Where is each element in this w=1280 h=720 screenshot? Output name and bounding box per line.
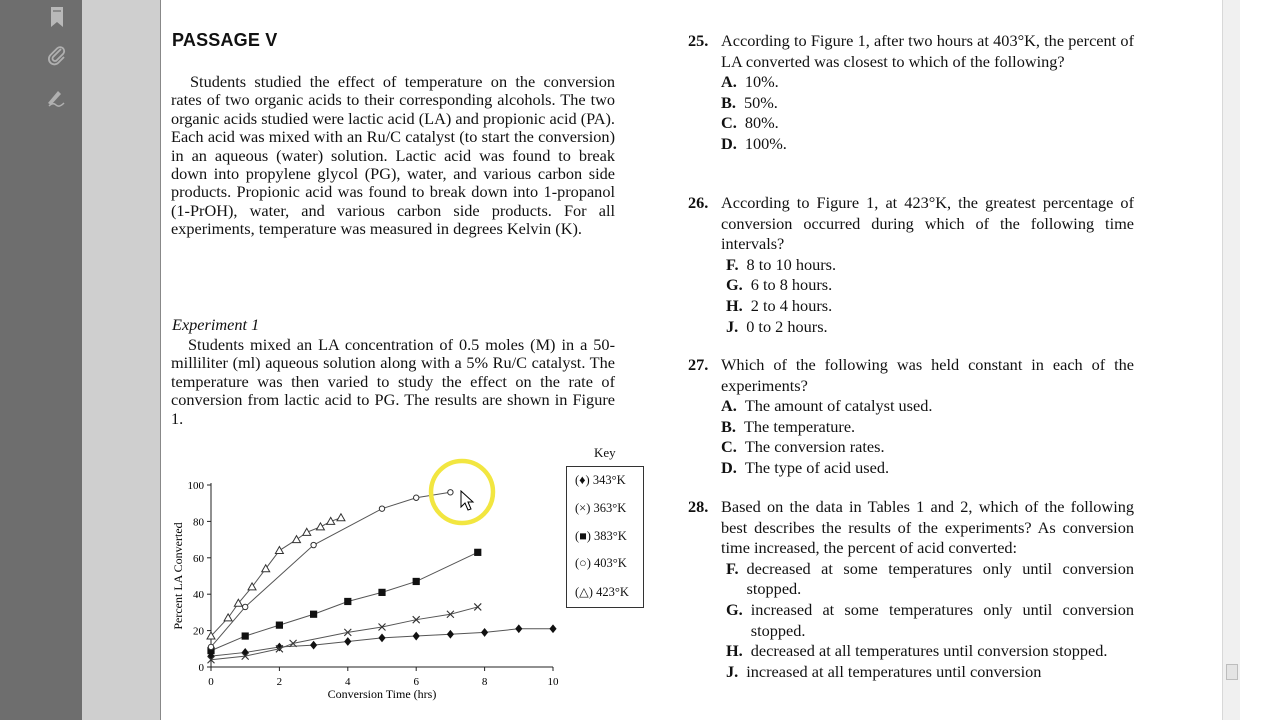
data-point-diamond [310,641,317,650]
y-tick-label: 0 [198,662,204,674]
data-point-square [378,589,385,596]
answer-option[interactable]: H. 2 to 4 hours. [726,295,833,315]
data-point-square [310,611,317,618]
question-25 [688,31,1134,155]
question-stem: According to Figure 1, at 423°K, the greatest percentage of conversion occurred during which of the following time intervals? [721,193,1134,254]
data-point-square [276,622,283,629]
data-point-triangle [316,523,324,530]
legend-item: (△) 423°K [575,585,629,599]
data-point-square [413,578,420,585]
data-point-square [242,632,249,639]
data-point-triangle [303,528,311,535]
data-point-diamond [378,633,385,642]
passage-intro: Students studied the effect of temperature on the conversion rates of two organic acids to their corresponding alcohols. The two organic acids studied were lactic acid (LA) and propionic acid (PA). Each acid was mixed with an Ru/C catalyst (to start the conversion) in an aqueous (water) solution. Lactic acid was found to break down into propylene glycol (PG), water, and various carbon side products. Propionic acid was found to break down into 1-propanol (1-PrOH), water, and various carbon side products. For all experiments, temperature was measured in degrees Kelvin (K). [171,72,615,239]
data-point-triangle [224,614,232,621]
y-tick-label: 20 [193,625,204,638]
attachment-icon[interactable] [44,42,70,68]
question-number: 28. [688,497,709,516]
data-point-diamond [515,624,522,633]
data-point-circle [208,644,213,649]
series-line [211,492,450,647]
question-26 [688,193,1134,337]
answer-option[interactable]: G. 6 to 8 hours. [726,275,833,295]
x-tick-label: 0 [208,676,214,688]
chart-y-label: Percent LA Converted [171,522,185,630]
left-tool-panel [0,0,82,720]
legend-item: (○) 403°K [575,556,627,570]
passage-title: PASSAGE V [172,30,278,50]
y-tick-label: 100 [187,480,204,492]
data-point-diamond [447,630,454,639]
answer-option[interactable]: H. decreased at all temperatures until conversion stopped. [726,641,1108,661]
data-point-circle [379,506,384,511]
question-stem: According to Figure 1, after two hours at 403°K, the percent of LA converted was closest to which of the following? [721,31,1134,71]
experiment-text: Students mixed an LA concentration of 0.5 moles (M) in a 50-milliliter (ml) aqueous solution along with a 5% Ru/C catalyst. The temperature was then varied to study the effect on the rate of conversion from lactic acid to PG. The results are shown in Figure 1. [171,335,615,428]
question-27 [688,355,1134,479]
data-point-triangle [275,547,283,554]
answer-option[interactable]: B. The temperature. [721,416,856,436]
chart-series-circle [208,490,453,650]
data-point-circle [414,495,419,500]
y-tick-label: 60 [193,552,204,565]
y-tick-label: 80 [193,516,204,529]
answer-option[interactable]: J. 0 to 2 hours. [726,316,828,336]
answer-option[interactable]: F. 8 to 10 hours. [726,254,837,274]
legend-item: (♦) 343°K [575,473,626,487]
right-gutter [1240,0,1280,720]
key-title: Key [594,445,616,460]
mouse-cursor-icon [460,490,476,512]
answer-option[interactable]: J. increased at all temperatures until conversion [726,661,1042,681]
chart-series-diamond [207,624,556,660]
question-stem: Based on the data in Tables 1 and 2, which of the following best describes the results of the experiments? As conversion time increased, the percent of acid converted: [721,497,1134,558]
figure-1-chart [170,440,570,710]
question-stem: Which of the following was held constant in each of the experiments? [721,355,1134,395]
answer-option[interactable]: D. 100%. [721,133,787,153]
x-tick-label: 2 [276,676,283,688]
chart-legend [566,466,644,608]
answer-option[interactable]: C. The conversion rates. [721,437,885,457]
data-point-diamond [413,632,420,641]
answer-option[interactable]: G. increased at some temperatures only until conversion stopped. [726,599,1134,640]
chart-series-square [207,549,481,654]
bookmark-icon[interactable] [44,4,70,30]
vertical-scrollbar[interactable] [1222,0,1241,720]
x-tick-label: 8 [481,676,488,688]
data-point-diamond [344,637,351,646]
signature-icon[interactable] [44,84,70,110]
data-point-circle [243,604,248,609]
data-point-x [474,603,481,610]
x-tick-label: 10 [547,676,559,688]
answer-option[interactable]: D. The type of acid used. [721,457,890,477]
chart-x-label: Conversion Time (hrs) [327,687,437,701]
experiment-title: Experiment 1 [172,315,260,334]
y-tick-label: 40 [193,589,204,602]
data-point-square [344,598,351,605]
data-point-diamond [549,624,556,633]
legend-item: (×) 363°K [575,501,627,515]
answer-option[interactable]: C. 80%. [721,113,779,133]
question-number: 27. [688,355,709,374]
scrollbar-thumb[interactable] [1226,664,1238,680]
question-number: 25. [688,31,709,50]
chart-series-triangle [207,514,345,639]
data-point-square [474,549,481,556]
data-point-diamond [481,628,488,637]
x-tick-label: 4 [345,676,351,688]
answer-option[interactable]: B. 50%. [721,92,778,112]
data-point-circle [311,542,316,547]
answer-option[interactable]: A. 10%. [721,72,779,92]
answer-option[interactable]: F. decreased at some temperatures only until conversion stopped. [726,558,1134,599]
legend-item: (■) 383°K [575,529,627,543]
question-28 [688,497,1134,682]
data-point-triangle [293,536,301,543]
x-tick-label: 6 [413,676,419,688]
data-point-triangle [337,514,345,521]
answer-option[interactable]: A. The amount of catalyst used. [721,396,933,416]
question-number: 26. [688,193,709,212]
